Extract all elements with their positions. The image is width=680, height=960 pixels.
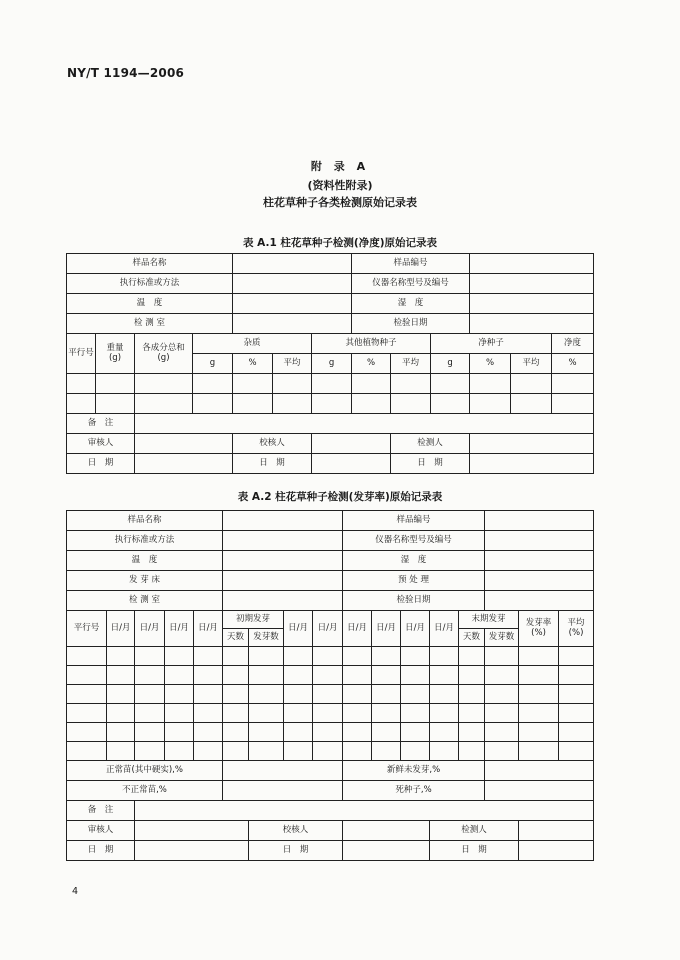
table2-caption: 表 A.2 柱花草种子检测(发芽率)原始记录表 — [237, 491, 443, 503]
day-month-header: 日/月 — [284, 611, 313, 647]
remarks-label: 备 注 — [67, 801, 135, 821]
date-label: 日 期 — [391, 454, 470, 474]
purity-record-table — [66, 253, 594, 474]
checker-value — [312, 434, 391, 454]
info-row — [67, 294, 594, 314]
tester-value — [519, 821, 594, 841]
reviewer-value — [135, 821, 249, 841]
instrument-value — [485, 531, 594, 551]
sample-name-value — [223, 511, 343, 531]
day-month-header: 日/月 — [165, 611, 194, 647]
humidity-label: 湿 度 — [343, 551, 485, 571]
temperature-label: 温 度 — [67, 294, 233, 314]
pure-seeds-header: 净种子 — [431, 334, 552, 354]
day-month-header: 日/月 — [313, 611, 343, 647]
unit-g: g — [312, 354, 352, 374]
table1-caption: 表 A.1 柱花草种子检测(净度)原始记录表 — [242, 237, 438, 249]
date-row — [67, 454, 594, 474]
unit-pct: % — [552, 354, 594, 374]
info-row — [67, 511, 594, 531]
data-row — [67, 723, 594, 742]
date-value — [135, 841, 249, 861]
date-label: 日 期 — [249, 841, 343, 861]
info-row — [67, 274, 594, 294]
unit-g: g — [431, 354, 470, 374]
unit-pct: % — [233, 354, 273, 374]
summary-row — [67, 761, 594, 781]
fresh-ungerminated-label: 新鲜未发芽,% — [343, 761, 485, 781]
humidity-label: 湿 度 — [352, 294, 470, 314]
impurity-header: 杂质 — [193, 334, 312, 354]
temperature-value — [223, 551, 343, 571]
germ-bed-label: 发 芽 床 — [67, 571, 223, 591]
date-value — [135, 454, 233, 474]
weight-header: 重量 (g) — [96, 334, 135, 374]
sample-no-value — [485, 511, 594, 531]
info-row — [67, 551, 594, 571]
signature-row — [67, 434, 594, 454]
data-row — [67, 742, 594, 761]
checker-label: 校核人 — [249, 821, 343, 841]
date-label: 日 期 — [67, 841, 135, 861]
date-value — [519, 841, 594, 861]
tester-label: 检测人 — [430, 821, 519, 841]
standard-method-label: 执行标准或方法 — [67, 274, 233, 294]
date-row — [67, 841, 594, 861]
info-row — [67, 591, 594, 611]
instrument-label: 仪器名称型号及编号 — [352, 274, 470, 294]
fresh-ungerminated-value — [485, 761, 594, 781]
final-count-header: 末期发芽 — [459, 611, 519, 629]
day-month-header: 日/月 — [194, 611, 223, 647]
instrument-label: 仪器名称型号及编号 — [343, 531, 485, 551]
info-row — [67, 254, 594, 274]
sample-no-label: 样品编号 — [352, 254, 470, 274]
sample-name-label: 样品名称 — [67, 254, 233, 274]
info-row — [67, 531, 594, 551]
appendix-subtitle: (资料性附录) — [307, 179, 373, 192]
germ-count-header: 发芽数 — [249, 629, 284, 647]
remarks-row — [67, 801, 594, 821]
germination-record-table — [66, 510, 594, 861]
germ-bed-value — [223, 571, 343, 591]
sample-name-label: 样品名称 — [67, 511, 223, 531]
unit-pct: % — [470, 354, 511, 374]
date-value — [312, 454, 391, 474]
remarks-value — [135, 801, 594, 821]
remarks-label: 备 注 — [67, 414, 135, 434]
instrument-value — [470, 274, 594, 294]
day-month-header: 日/月 — [401, 611, 430, 647]
pretreatment-value — [485, 571, 594, 591]
reviewer-label: 审核人 — [67, 434, 135, 454]
summary-row — [67, 781, 594, 801]
reviewer-label: 审核人 — [67, 821, 135, 841]
normal-seedlings-label: 正常苗(其中硬实),% — [67, 761, 223, 781]
replicate-header: 平行号 — [67, 611, 107, 647]
germ-count-header: 发芽数 — [485, 629, 519, 647]
unit-pct: % — [352, 354, 391, 374]
abnormal-seedlings-value — [223, 781, 343, 801]
checker-label: 校核人 — [233, 434, 312, 454]
other-seeds-header: 其他植物种子 — [312, 334, 431, 354]
purity-header: 净度 — [552, 334, 594, 354]
date-value — [470, 454, 594, 474]
normal-seedlings-value — [223, 761, 343, 781]
lab-label: 检 测 室 — [67, 591, 223, 611]
column-header-row — [67, 334, 594, 354]
temperature-value — [233, 294, 352, 314]
remarks-value — [135, 414, 594, 434]
test-date-value — [470, 314, 594, 334]
day-month-header: 日/月 — [430, 611, 459, 647]
dead-seeds-value — [485, 781, 594, 801]
germ-rate-header: 发芽率 (%) — [519, 611, 559, 647]
unit-avg: 平均 — [511, 354, 552, 374]
unit-avg: 平均 — [273, 354, 312, 374]
days-header: 天数 — [223, 629, 249, 647]
standard-method-value — [233, 274, 352, 294]
avg-header: 平均 (%) — [559, 611, 594, 647]
standard-code: NY/T 1194—2006 — [67, 66, 185, 80]
lab-label: 检 测 室 — [67, 314, 233, 334]
standard-method-value — [223, 531, 343, 551]
pretreatment-label: 预 处 理 — [343, 571, 485, 591]
data-row — [67, 666, 594, 685]
data-row — [67, 685, 594, 704]
info-row — [67, 571, 594, 591]
date-value — [343, 841, 430, 861]
replicate-header: 平行号 — [67, 334, 96, 374]
appendix-title: 附 录 A — [310, 160, 370, 173]
day-month-header: 日/月 — [372, 611, 401, 647]
date-label: 日 期 — [67, 454, 135, 474]
dead-seeds-label: 死种子,% — [343, 781, 485, 801]
signature-row — [67, 821, 594, 841]
day-month-header: 日/月 — [107, 611, 135, 647]
test-date-label: 检验日期 — [352, 314, 470, 334]
unit-g: g — [193, 354, 233, 374]
temperature-label: 温 度 — [67, 551, 223, 571]
remarks-row — [67, 414, 594, 434]
data-row — [67, 647, 594, 666]
reviewer-value — [135, 434, 233, 454]
first-count-header: 初期发芽 — [223, 611, 284, 629]
sample-no-value — [470, 254, 594, 274]
sample-no-label: 样品编号 — [343, 511, 485, 531]
test-date-value — [485, 591, 594, 611]
tester-value — [470, 434, 594, 454]
data-row — [67, 394, 594, 414]
info-row — [67, 314, 594, 334]
test-date-label: 检验日期 — [343, 591, 485, 611]
lab-value — [233, 314, 352, 334]
date-label: 日 期 — [430, 841, 519, 861]
lab-value — [223, 591, 343, 611]
sample-name-value — [233, 254, 352, 274]
checker-value — [343, 821, 430, 841]
column-header-row — [67, 611, 594, 629]
day-month-header: 日/月 — [343, 611, 372, 647]
appendix-name: 柱花草种子各类检测原始记录表 — [263, 196, 417, 209]
standard-method-label: 执行标准或方法 — [67, 531, 223, 551]
unit-avg: 平均 — [391, 354, 431, 374]
date-label: 日 期 — [233, 454, 312, 474]
humidity-value — [485, 551, 594, 571]
tester-label: 检测人 — [391, 434, 470, 454]
data-row — [67, 374, 594, 394]
days-header: 天数 — [459, 629, 485, 647]
data-row — [67, 704, 594, 723]
day-month-header: 日/月 — [135, 611, 165, 647]
humidity-value — [470, 294, 594, 314]
component-sum-header: 各成分总和 (g) — [135, 334, 193, 374]
page-number: 4 — [72, 886, 79, 897]
abnormal-seedlings-label: 不正常苗,% — [67, 781, 223, 801]
